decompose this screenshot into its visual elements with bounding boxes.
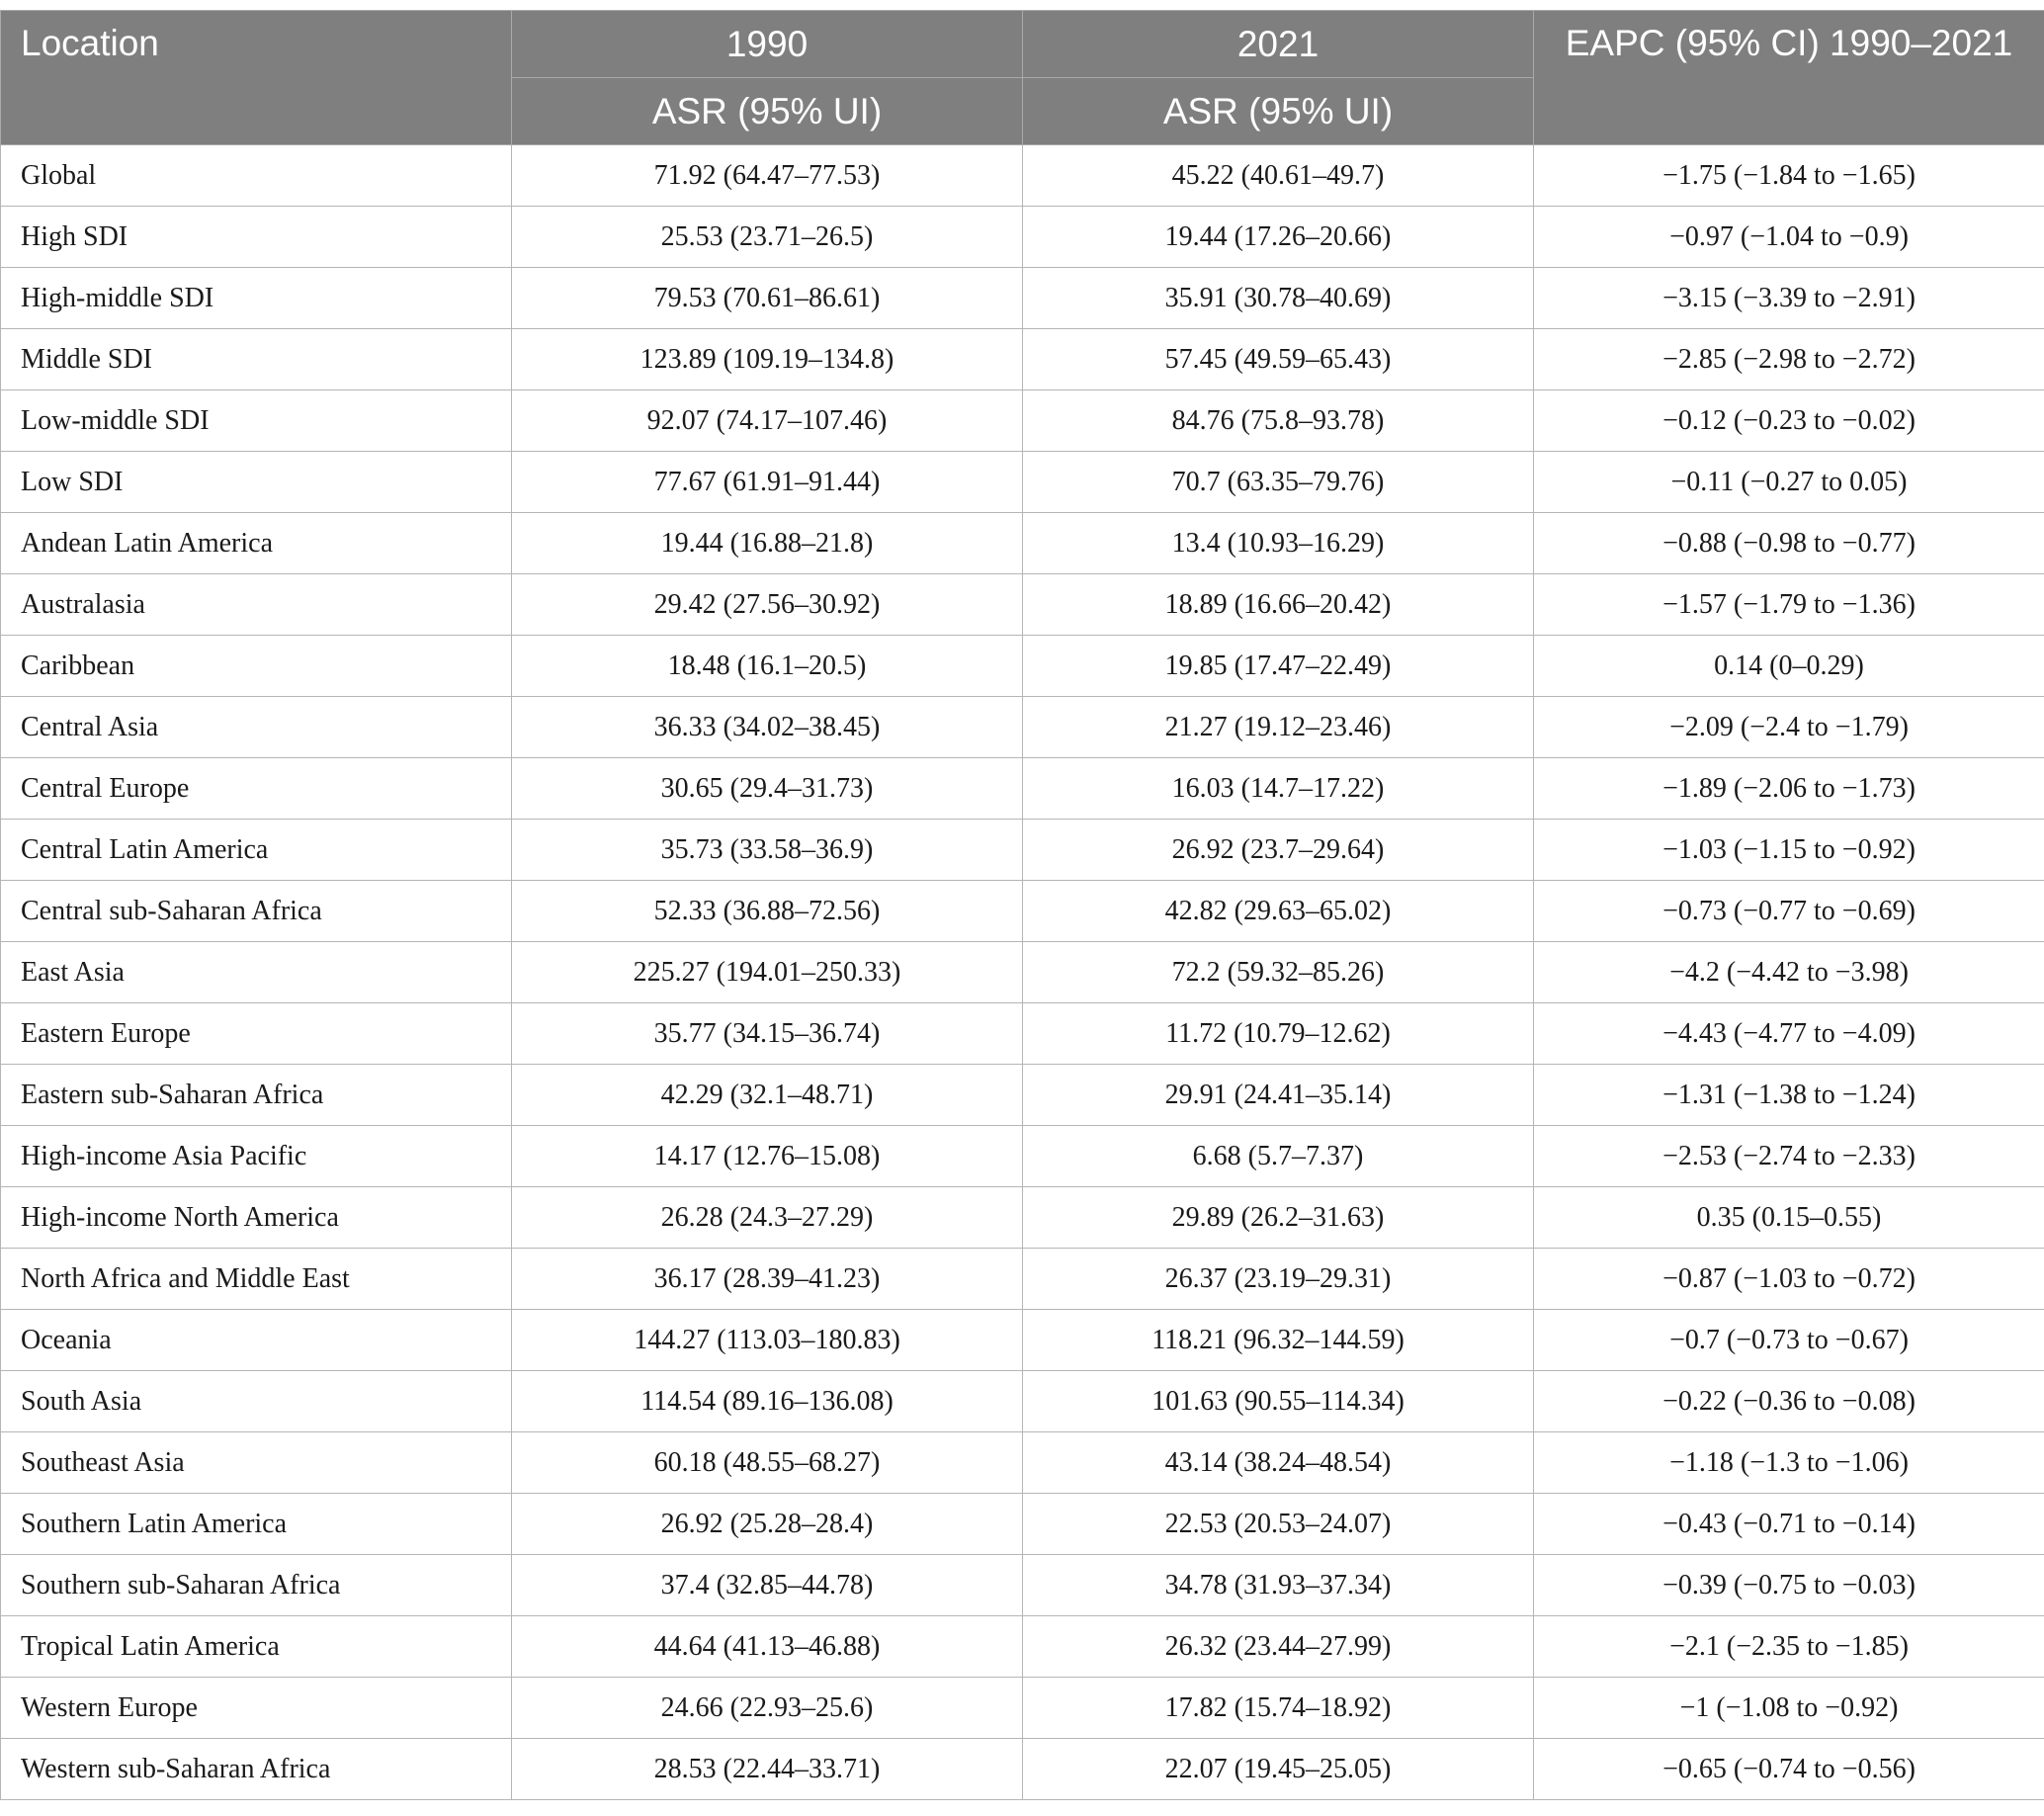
header-1990: 1990 <box>512 11 1023 78</box>
cell-asr-2021: 29.91 (24.41–35.14) <box>1023 1065 1534 1126</box>
cell-asr-2021: 6.68 (5.7–7.37) <box>1023 1126 1534 1187</box>
cell-location: Andean Latin America <box>1 513 512 574</box>
cell-location: High SDI <box>1 207 512 268</box>
cell-location: Middle SDI <box>1 329 512 390</box>
cell-asr-1990: 25.53 (23.71–26.5) <box>512 207 1023 268</box>
table-row <box>1 758 2044 820</box>
asr-table <box>0 10 2044 1800</box>
cell-eapc: −2.09 (−2.4 to −1.79) <box>1534 697 2044 758</box>
cell-asr-1990: 52.33 (36.88–72.56) <box>512 881 1023 942</box>
table-row <box>1 1371 2044 1432</box>
cell-asr-1990: 144.27 (113.03–180.83) <box>512 1310 1023 1371</box>
header-location: Location <box>1 11 512 145</box>
cell-asr-1990: 28.53 (22.44–33.71) <box>512 1739 1023 1800</box>
table-row <box>1 636 2044 697</box>
cell-asr-1990: 14.17 (12.76–15.08) <box>512 1126 1023 1187</box>
cell-asr-2021: 72.2 (59.32–85.26) <box>1023 942 1534 1003</box>
cell-location: Western Europe <box>1 1678 512 1739</box>
cell-asr-1990: 71.92 (64.47–77.53) <box>512 145 1023 207</box>
table-row <box>1 513 2044 574</box>
cell-asr-1990: 225.27 (194.01–250.33) <box>512 942 1023 1003</box>
cell-asr-1990: 123.89 (109.19–134.8) <box>512 329 1023 390</box>
cell-location: Australasia <box>1 574 512 636</box>
subheader-1990-asr: ASR (95% UI) <box>512 78 1023 145</box>
cell-asr-1990: 44.64 (41.13–46.88) <box>512 1616 1023 1678</box>
header-eapc: EAPC (95% CI) 1990–2021 <box>1534 11 2044 145</box>
table-row <box>1 1310 2044 1371</box>
cell-eapc: −1.18 (−1.3 to −1.06) <box>1534 1432 2044 1494</box>
cell-location: Central Latin America <box>1 820 512 881</box>
table-body <box>1 145 2044 1800</box>
cell-asr-2021: 13.4 (10.93–16.29) <box>1023 513 1534 574</box>
cell-asr-1990: 30.65 (29.4–31.73) <box>512 758 1023 820</box>
table-row <box>1 1003 2044 1065</box>
table-row <box>1 1555 2044 1616</box>
cell-asr-2021: 43.14 (38.24–48.54) <box>1023 1432 1534 1494</box>
cell-asr-2021: 26.92 (23.7–29.64) <box>1023 820 1534 881</box>
cell-asr-2021: 42.82 (29.63–65.02) <box>1023 881 1534 942</box>
cell-asr-1990: 42.29 (32.1–48.71) <box>512 1065 1023 1126</box>
table-row <box>1 1065 2044 1126</box>
cell-asr-1990: 35.73 (33.58–36.9) <box>512 820 1023 881</box>
table-row <box>1 1432 2044 1494</box>
cell-asr-2021: 118.21 (96.32–144.59) <box>1023 1310 1534 1371</box>
cell-eapc: −0.12 (−0.23 to −0.02) <box>1534 390 2044 452</box>
cell-asr-2021: 57.45 (49.59–65.43) <box>1023 329 1534 390</box>
cell-asr-2021: 29.89 (26.2–31.63) <box>1023 1187 1534 1249</box>
cell-eapc: −0.43 (−0.71 to −0.14) <box>1534 1494 2044 1555</box>
cell-location: Western sub-Saharan Africa <box>1 1739 512 1800</box>
cell-eapc: −1.03 (−1.15 to −0.92) <box>1534 820 2044 881</box>
table-row <box>1 390 2044 452</box>
cell-location: Low SDI <box>1 452 512 513</box>
cell-asr-1990: 60.18 (48.55–68.27) <box>512 1432 1023 1494</box>
table-row <box>1 820 2044 881</box>
cell-eapc: −4.2 (−4.42 to −3.98) <box>1534 942 2044 1003</box>
cell-eapc: −1.75 (−1.84 to −1.65) <box>1534 145 2044 207</box>
cell-asr-1990: 77.67 (61.91–91.44) <box>512 452 1023 513</box>
cell-asr-2021: 11.72 (10.79–12.62) <box>1023 1003 1534 1065</box>
cell-location: Tropical Latin America <box>1 1616 512 1678</box>
cell-eapc: −0.73 (−0.77 to −0.69) <box>1534 881 2044 942</box>
cell-asr-1990: 36.33 (34.02–38.45) <box>512 697 1023 758</box>
cell-asr-1990: 37.4 (32.85–44.78) <box>512 1555 1023 1616</box>
cell-eapc: −2.1 (−2.35 to −1.85) <box>1534 1616 2044 1678</box>
subheader-2021-asr: ASR (95% UI) <box>1023 78 1534 145</box>
cell-location: Central sub-Saharan Africa <box>1 881 512 942</box>
table-row <box>1 1249 2044 1310</box>
cell-eapc: −2.85 (−2.98 to −2.72) <box>1534 329 2044 390</box>
cell-eapc: −4.43 (−4.77 to −4.09) <box>1534 1003 2044 1065</box>
cell-eapc: 0.14 (0–0.29) <box>1534 636 2044 697</box>
cell-location: Eastern sub-Saharan Africa <box>1 1065 512 1126</box>
cell-asr-1990: 18.48 (16.1–20.5) <box>512 636 1023 697</box>
cell-asr-1990: 114.54 (89.16–136.08) <box>512 1371 1023 1432</box>
cell-asr-2021: 45.22 (40.61–49.7) <box>1023 145 1534 207</box>
table-row <box>1 1678 2044 1739</box>
cell-eapc: −0.97 (−1.04 to −0.9) <box>1534 207 2044 268</box>
cell-eapc: −1.31 (−1.38 to −1.24) <box>1534 1065 2044 1126</box>
cell-location: High-income North America <box>1 1187 512 1249</box>
cell-location: Low-middle SDI <box>1 390 512 452</box>
cell-location: Eastern Europe <box>1 1003 512 1065</box>
cell-eapc: 0.35 (0.15–0.55) <box>1534 1187 2044 1249</box>
cell-location: Oceania <box>1 1310 512 1371</box>
table-row <box>1 268 2044 329</box>
cell-location: Southern Latin America <box>1 1494 512 1555</box>
table-header <box>1 11 2044 145</box>
cell-eapc: −0.88 (−0.98 to −0.77) <box>1534 513 2044 574</box>
table-row <box>1 145 2044 207</box>
table-row <box>1 1187 2044 1249</box>
cell-asr-2021: 35.91 (30.78–40.69) <box>1023 268 1534 329</box>
cell-eapc: −0.39 (−0.75 to −0.03) <box>1534 1555 2044 1616</box>
cell-asr-2021: 21.27 (19.12–23.46) <box>1023 697 1534 758</box>
cell-asr-2021: 19.85 (17.47–22.49) <box>1023 636 1534 697</box>
cell-asr-2021: 16.03 (14.7–17.22) <box>1023 758 1534 820</box>
table-row <box>1 697 2044 758</box>
cell-asr-1990: 92.07 (74.17–107.46) <box>512 390 1023 452</box>
cell-location: Southeast Asia <box>1 1432 512 1494</box>
table-row <box>1 881 2044 942</box>
cell-location: North Africa and Middle East <box>1 1249 512 1310</box>
cell-asr-1990: 35.77 (34.15–36.74) <box>512 1003 1023 1065</box>
cell-eapc: −1 (−1.08 to −0.92) <box>1534 1678 2044 1739</box>
cell-asr-1990: 24.66 (22.93–25.6) <box>512 1678 1023 1739</box>
cell-eapc: −1.57 (−1.79 to −1.36) <box>1534 574 2044 636</box>
header-2021: 2021 <box>1023 11 1534 78</box>
cell-eapc: −2.53 (−2.74 to −2.33) <box>1534 1126 2044 1187</box>
cell-asr-2021: 22.07 (19.45–25.05) <box>1023 1739 1534 1800</box>
cell-asr-2021: 34.78 (31.93–37.34) <box>1023 1555 1534 1616</box>
cell-eapc: −0.11 (−0.27 to 0.05) <box>1534 452 2044 513</box>
cell-location: East Asia <box>1 942 512 1003</box>
table-container <box>0 10 2044 1800</box>
cell-asr-2021: 84.76 (75.8–93.78) <box>1023 390 1534 452</box>
cell-eapc: −0.7 (−0.73 to −0.67) <box>1534 1310 2044 1371</box>
cell-eapc: −3.15 (−3.39 to −2.91) <box>1534 268 2044 329</box>
cell-location: Global <box>1 145 512 207</box>
cell-eapc: −0.65 (−0.74 to −0.56) <box>1534 1739 2044 1800</box>
cell-location: High-middle SDI <box>1 268 512 329</box>
cell-asr-1990: 26.92 (25.28–28.4) <box>512 1494 1023 1555</box>
cell-asr-2021: 17.82 (15.74–18.92) <box>1023 1678 1534 1739</box>
cell-asr-1990: 29.42 (27.56–30.92) <box>512 574 1023 636</box>
table-row <box>1 452 2044 513</box>
cell-eapc: −0.87 (−1.03 to −0.72) <box>1534 1249 2044 1310</box>
cell-eapc: −1.89 (−2.06 to −1.73) <box>1534 758 2044 820</box>
cell-eapc: −0.22 (−0.36 to −0.08) <box>1534 1371 2044 1432</box>
cell-location: Southern sub-Saharan Africa <box>1 1555 512 1616</box>
cell-asr-2021: 18.89 (16.66–20.42) <box>1023 574 1534 636</box>
table-row <box>1 1739 2044 1800</box>
cell-asr-2021: 26.32 (23.44–27.99) <box>1023 1616 1534 1678</box>
cell-asr-1990: 19.44 (16.88–21.8) <box>512 513 1023 574</box>
cell-location: Central Europe <box>1 758 512 820</box>
cell-asr-1990: 79.53 (70.61–86.61) <box>512 268 1023 329</box>
table-row <box>1 1494 2044 1555</box>
table-row <box>1 942 2044 1003</box>
cell-location: South Asia <box>1 1371 512 1432</box>
cell-asr-2021: 26.37 (23.19–29.31) <box>1023 1249 1534 1310</box>
table-row <box>1 207 2044 268</box>
cell-asr-2021: 70.7 (63.35–79.76) <box>1023 452 1534 513</box>
cell-location: High-income Asia Pacific <box>1 1126 512 1187</box>
cell-asr-2021: 22.53 (20.53–24.07) <box>1023 1494 1534 1555</box>
table-row <box>1 329 2044 390</box>
table-row <box>1 1616 2044 1678</box>
cell-asr-2021: 19.44 (17.26–20.66) <box>1023 207 1534 268</box>
cell-asr-2021: 101.63 (90.55–114.34) <box>1023 1371 1534 1432</box>
cell-asr-1990: 36.17 (28.39–41.23) <box>512 1249 1023 1310</box>
cell-location: Caribbean <box>1 636 512 697</box>
cell-asr-1990: 26.28 (24.3–27.29) <box>512 1187 1023 1249</box>
table-row <box>1 574 2044 636</box>
table-row <box>1 1126 2044 1187</box>
cell-location: Central Asia <box>1 697 512 758</box>
